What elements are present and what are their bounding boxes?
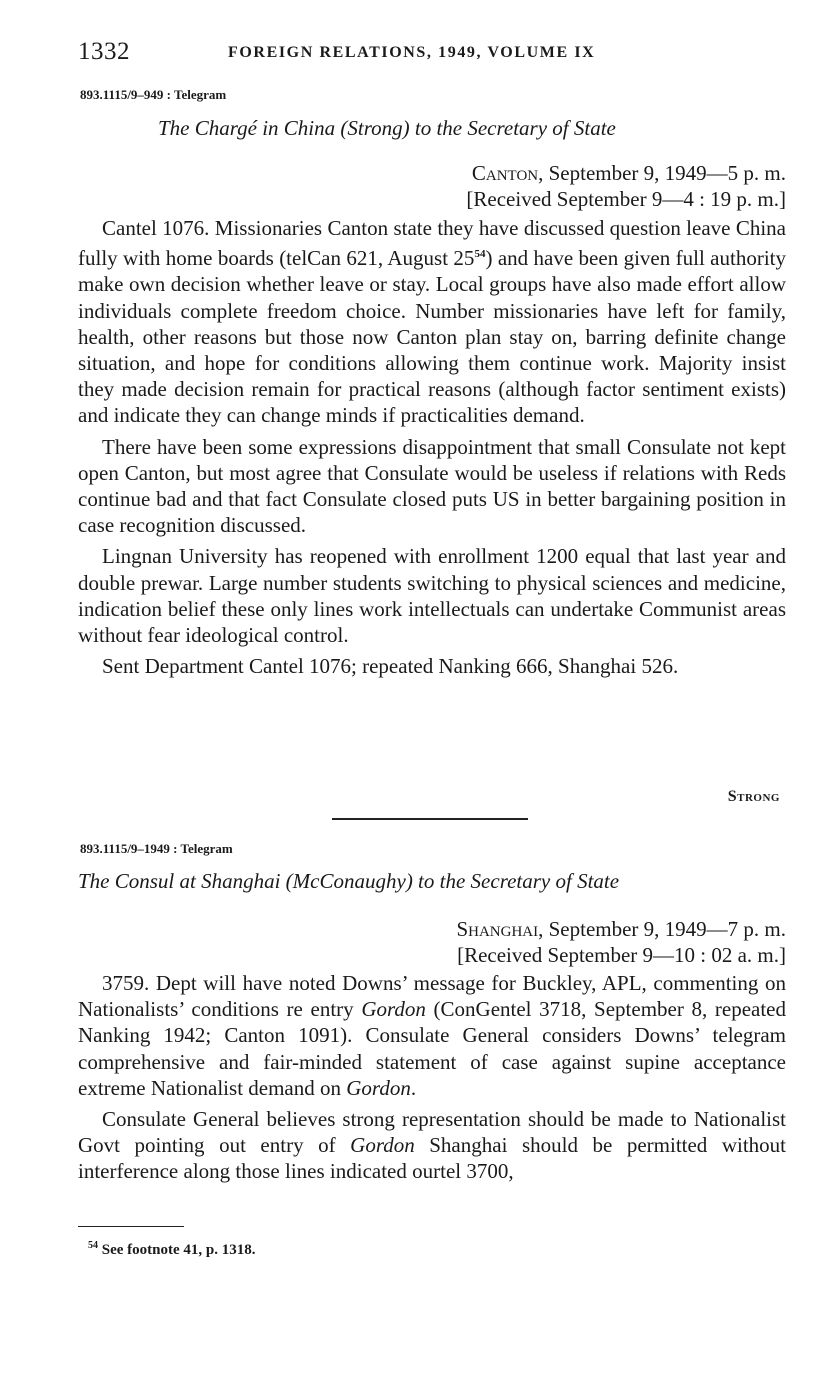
page-number: 1332 [78, 38, 130, 65]
footnote-marker: 54 [474, 248, 486, 261]
running-head [78, 38, 786, 68]
doc2-place: Shanghai [456, 917, 539, 941]
running-title: FOREIGN RELATIONS, 1949, VOLUME IX [228, 44, 596, 61]
doc2-dateline [456, 916, 786, 968]
footnote [88, 1240, 256, 1259]
doc2-received: [Received September 9—10 : 02 a. m.] [457, 943, 786, 967]
doc2-body [78, 970, 786, 1190]
footnote-text: See footnote 41, p. 1318. [98, 1242, 256, 1258]
doc1-paragraph-4: Sent Department Cantel 1076; repeated Nanking 666, Shanghai 526. [102, 654, 679, 679]
doc1-dateline [466, 160, 786, 212]
doc1-received: [Received September 9—4 : 19 p. m.] [466, 187, 786, 211]
footnote-rule [78, 1226, 184, 1227]
doc1-paragraph-3: Lingnan University has reopened with enrollment 1200 equal that last year and double prewar. Large number students switching to physical sciences and medicine, indication belief these only lines work intellectuals can undertake Communist areas without fear ideological control. [78, 544, 786, 648]
section-divider [332, 818, 528, 820]
ship-name: Gordon [361, 997, 426, 1022]
doc2-paragraph-2: Consulate General believes strong representation should be made to Nationalist Govt pointing out entry of Gordon Shanghai should be permitted without interference along those lines indicated ourtel 3700, [78, 1107, 787, 1184]
footnote-number: 54 [88, 1240, 98, 1251]
doc1-signature: Strong [727, 788, 780, 805]
doc2-file-reference: 893.1115/9–1949 : Telegram [80, 841, 233, 856]
doc1-place: Canton [471, 161, 539, 185]
doc1-paragraph-1: Cantel 1076. Missionaries Canton state they have discussed question leave China fully with home boards (telCan 621, August $25^{54}$) and have been given full authority make own decision whether leave or stay. Local groups have also made effort allow individuals complete freedom choice. Number missionaries have left for family, health, other reasons but those now Canton plan stay on, barring definite change situation, and hope for conditions allowing them continue work. Majority insist they made decision remain for practical reasons (although factor sentiment exists) and indicate they can change minds if practicalities demand. [78, 216, 786, 428]
ship-name: Gordon [350, 1133, 415, 1158]
doc1-title: The Chargé in China (Strong) to the Secretary of State [158, 116, 616, 140]
ship-name: Gordon [346, 1075, 411, 1100]
doc2-title: The Consul at Shanghai (McConaughy) to the Secretary of State [78, 869, 620, 893]
doc1-paragraph-2: There have been some expressions disappointment that small Consulate not kept open Canton, but most agree that Consulate would be useless if relations with Reds continue bad and that fact Consulate closed puts US in better bargaining position in case recognition discussed. [78, 434, 786, 538]
doc1-date: , September 9, 1949—5 p. m. [538, 161, 786, 185]
doc2-paragraph-1: 3759. Dept will have noted Downs’ message for Buckley, APL, commenting on Nationalists’ conditions re entry Gordon (ConGentel 3718, September 8, repeated Nanking 1942; Canton 1091). Consulate General considers Downs’ telegram comprehensive and fair-minded statement of case against supine acceptance extreme Nationalist demand on Gordon. [78, 971, 787, 1100]
doc1-body [78, 215, 786, 684]
doc1-file-reference: 893.1115/9–949 : Telegram [80, 87, 227, 102]
doc2-date: , September 9, 1949—7 p. m. [538, 917, 786, 941]
